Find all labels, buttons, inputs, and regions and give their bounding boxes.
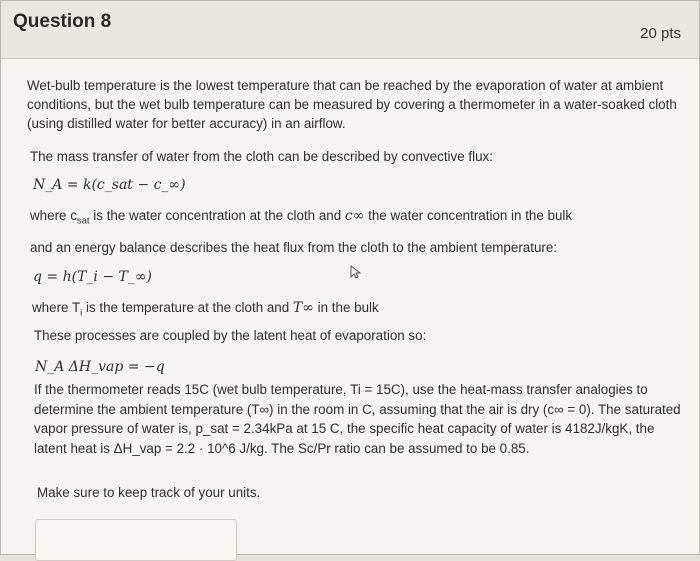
units-reminder-text: Make sure to keep track of your units. [37, 485, 261, 500]
equation-latent-heat [35, 357, 165, 377]
mass-transfer-text: The mass transfer of water from the cloth can be described by convective flux: [30, 149, 493, 164]
intro-paragraph: Wet-bulb temperature is the lowest temperature that can be reached by the evaporation of water at ambient conditions, but the wet bulb temperature can be measured by covering a thermometer in a water-soaked cloth (using distilled water for better accuracy) in an airflow. [27, 78, 677, 131]
energy-balance-text: and an energy balance describes the heat flux from the cloth to the ambient temperature: [30, 240, 558, 255]
question-header [1, 1, 699, 59]
where-ti-text: where $T_i$ is the temperature at the cloth and T∞ in the bulk [32, 300, 379, 319]
mouse-cursor-icon [350, 265, 362, 282]
question-title: Question 8 [13, 11, 112, 32]
equation-mass-flux [33, 175, 186, 195]
equation-heat-flux [33, 267, 152, 287]
problem-paragraph: If the thermometer reads 15C (wet bulb temperature, Ti = 15C), use the heat-mass transfer analogies to determine the ambient temperature (T∞) in the room in C, assuming that the air is dry (c∞ = 0). The saturated vapor pressure of water is, p_sat = 2.34kPa at 15 C, the specific heat capacity of water is 4182J/kgK, the latent heat is ΔH_vap = 2.2 · 10^6 J/kg. The Sc/Pr ratio can be assumed to be 0.85. [34, 382, 681, 456]
equation-mass-flux-text: N_A = k(c_sat − c_∞) [33, 177, 186, 193]
coupled-text: These processes are coupled by the latent heat of evaporation so: [34, 328, 427, 343]
equation-latent-heat-text: N_A ΔH_vap = −q [35, 359, 165, 375]
where-csat-text: where $c_{sat}$ is the water concentration at the cloth and c∞ the water concentration in the bulk [30, 208, 573, 227]
question-points: 20 pts [640, 25, 681, 42]
equation-heat-flux-text: q = h(T_i − T_∞) [33, 269, 152, 285]
